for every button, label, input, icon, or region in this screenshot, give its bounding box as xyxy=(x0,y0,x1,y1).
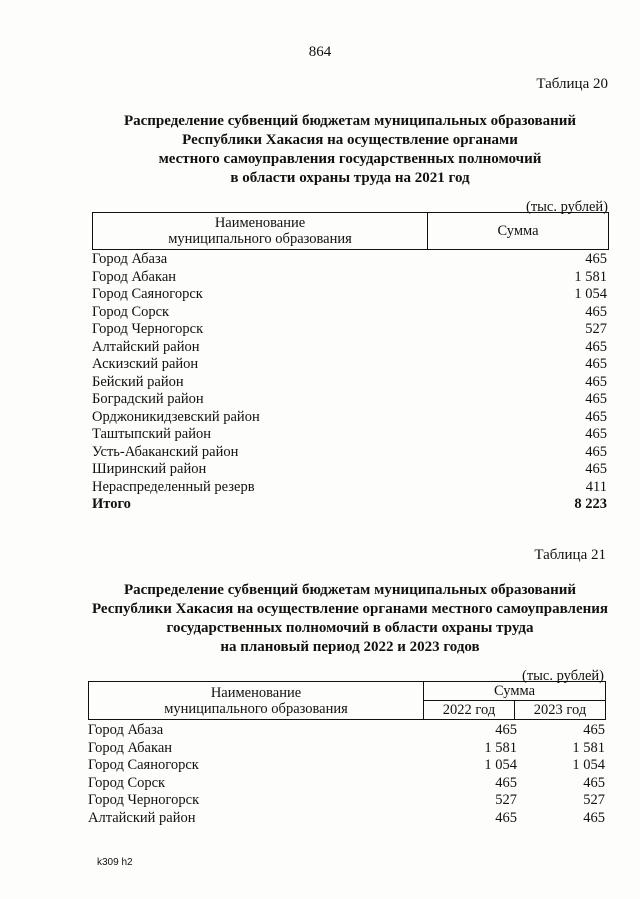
row-name: Итого xyxy=(92,496,131,512)
table-total-row xyxy=(92,496,607,514)
table-21-header xyxy=(88,681,606,720)
row-values xyxy=(421,775,605,793)
row-name: Город Абакан xyxy=(88,739,173,756)
header-name-line1: Наименование xyxy=(214,215,306,231)
header-name-line1: Наименование xyxy=(210,684,302,701)
table-row xyxy=(92,391,607,409)
page-number: 864 xyxy=(308,44,332,60)
row-value-2022: 465 xyxy=(495,722,517,738)
row-value-2023: 1 581 xyxy=(572,739,605,756)
row-name: Таштыпский район xyxy=(92,426,212,442)
row-value: 527 xyxy=(585,321,607,337)
table-row xyxy=(88,792,605,810)
row-name: Город Абаза xyxy=(92,251,168,267)
header-name-line2: муниципального образования xyxy=(168,231,352,247)
column-header-sum: Сумма xyxy=(428,213,609,250)
row-name: Ширинский район xyxy=(92,461,207,477)
row-value: 1 054 xyxy=(574,286,607,302)
column-header-name xyxy=(89,682,424,720)
row-name: Город Черногорск xyxy=(88,792,200,808)
table-row xyxy=(88,722,605,740)
title-line: на плановый период 2022 и 2023 годов xyxy=(220,639,480,655)
column-header-year-2023: 2023 год xyxy=(515,701,606,720)
row-value-2023: 527 xyxy=(583,792,605,808)
table-row xyxy=(88,757,605,775)
title-line: государственных полномочий в области охраны труда xyxy=(166,620,534,636)
row-name: Орджоникидзевский район xyxy=(92,408,260,425)
table-row xyxy=(92,374,607,392)
table-row xyxy=(92,304,607,322)
row-value-2023: 465 xyxy=(583,722,605,738)
row-value-2022: 465 xyxy=(495,774,517,791)
row-value: 465 xyxy=(585,303,607,320)
table-20-title xyxy=(50,112,640,188)
row-value-2023: 465 xyxy=(583,774,605,791)
row-name: Аскизский район xyxy=(92,356,199,372)
row-value: 465 xyxy=(585,391,607,407)
table-row xyxy=(92,444,607,462)
table-row xyxy=(88,775,605,793)
table-row xyxy=(92,426,607,444)
row-value: 465 xyxy=(585,373,607,390)
row-value: 465 xyxy=(585,443,607,460)
table-21-label: Таблица 21 xyxy=(534,547,606,563)
row-value: 1 581 xyxy=(574,268,607,285)
row-value-2022: 527 xyxy=(495,792,517,808)
row-name: Город Черногорск xyxy=(92,321,204,337)
title-line: местного самоуправления государственных полномочий xyxy=(158,151,542,167)
table-row xyxy=(92,356,607,374)
table-20-body xyxy=(92,251,607,514)
footer-code: k309 h2 xyxy=(97,857,133,868)
title-line: Республики Хакасия на осуществление органами xyxy=(182,132,518,148)
table-20-header xyxy=(92,212,609,250)
row-value: 465 xyxy=(585,408,607,425)
table-21-units: (тыс. рублей) xyxy=(522,668,604,684)
title-line: Республики Хакасия на осуществление органами местного самоуправления xyxy=(91,601,609,617)
table-row xyxy=(88,810,605,828)
row-values xyxy=(421,757,605,775)
table-21-body xyxy=(88,722,605,827)
table-row xyxy=(92,251,607,269)
row-value-2022: 1 581 xyxy=(484,739,517,756)
table-row xyxy=(92,339,607,357)
table-20-units: (тыс. рублей) xyxy=(526,199,608,215)
table-21-title xyxy=(30,581,640,657)
row-name: Усть-Абаканский район xyxy=(92,443,239,460)
row-value: 465 xyxy=(585,356,607,372)
row-name: Город Саяногорск xyxy=(88,757,199,773)
table-row xyxy=(88,740,605,758)
row-name: Город Сорск xyxy=(88,774,166,791)
title-line: в области охраны труда на 2021 год xyxy=(230,170,470,186)
header-name-line2: муниципального образования xyxy=(164,700,348,717)
title-line: Распределение субвенций бюджетам муниципальных образований xyxy=(123,582,577,598)
column-header-sum: Сумма xyxy=(424,682,606,701)
row-value: 465 xyxy=(585,251,607,267)
row-value-2023: 465 xyxy=(583,809,605,826)
row-value: 411 xyxy=(585,478,607,495)
row-name: Алтайский район xyxy=(88,809,196,826)
row-values xyxy=(421,810,605,828)
table-20-label: Таблица 20 xyxy=(536,76,608,92)
row-name: Нераспределенный резерв xyxy=(92,478,255,495)
row-name: Бейский район xyxy=(92,373,184,390)
table-row xyxy=(92,461,607,479)
row-value: 465 xyxy=(585,338,607,355)
row-values xyxy=(421,722,605,740)
row-name: Алтайский район xyxy=(92,338,200,355)
table-row xyxy=(92,321,607,339)
row-name: Город Абакан xyxy=(92,268,177,285)
table-row xyxy=(92,479,607,497)
row-values xyxy=(421,792,605,810)
row-name: Боградский район xyxy=(92,391,204,407)
row-value-2022: 1 054 xyxy=(484,757,517,773)
table-row xyxy=(92,269,607,287)
table-row xyxy=(92,286,607,304)
title-line: Распределение субвенций бюджетам муниципальных образований xyxy=(123,113,577,129)
row-name: Город Сорск xyxy=(92,303,170,320)
row-value: 465 xyxy=(585,461,607,477)
table-row xyxy=(92,409,607,427)
row-name: Город Абаза xyxy=(88,722,164,738)
row-value-2023: 1 054 xyxy=(572,757,605,773)
row-name: Город Саяногорск xyxy=(92,286,203,302)
column-header-name xyxy=(93,213,428,250)
row-value-2022: 465 xyxy=(495,809,517,826)
row-value: 8 223 xyxy=(574,496,607,512)
column-header-year-2022: 2022 год xyxy=(424,701,515,720)
row-value: 465 xyxy=(585,426,607,442)
row-values xyxy=(421,740,605,758)
